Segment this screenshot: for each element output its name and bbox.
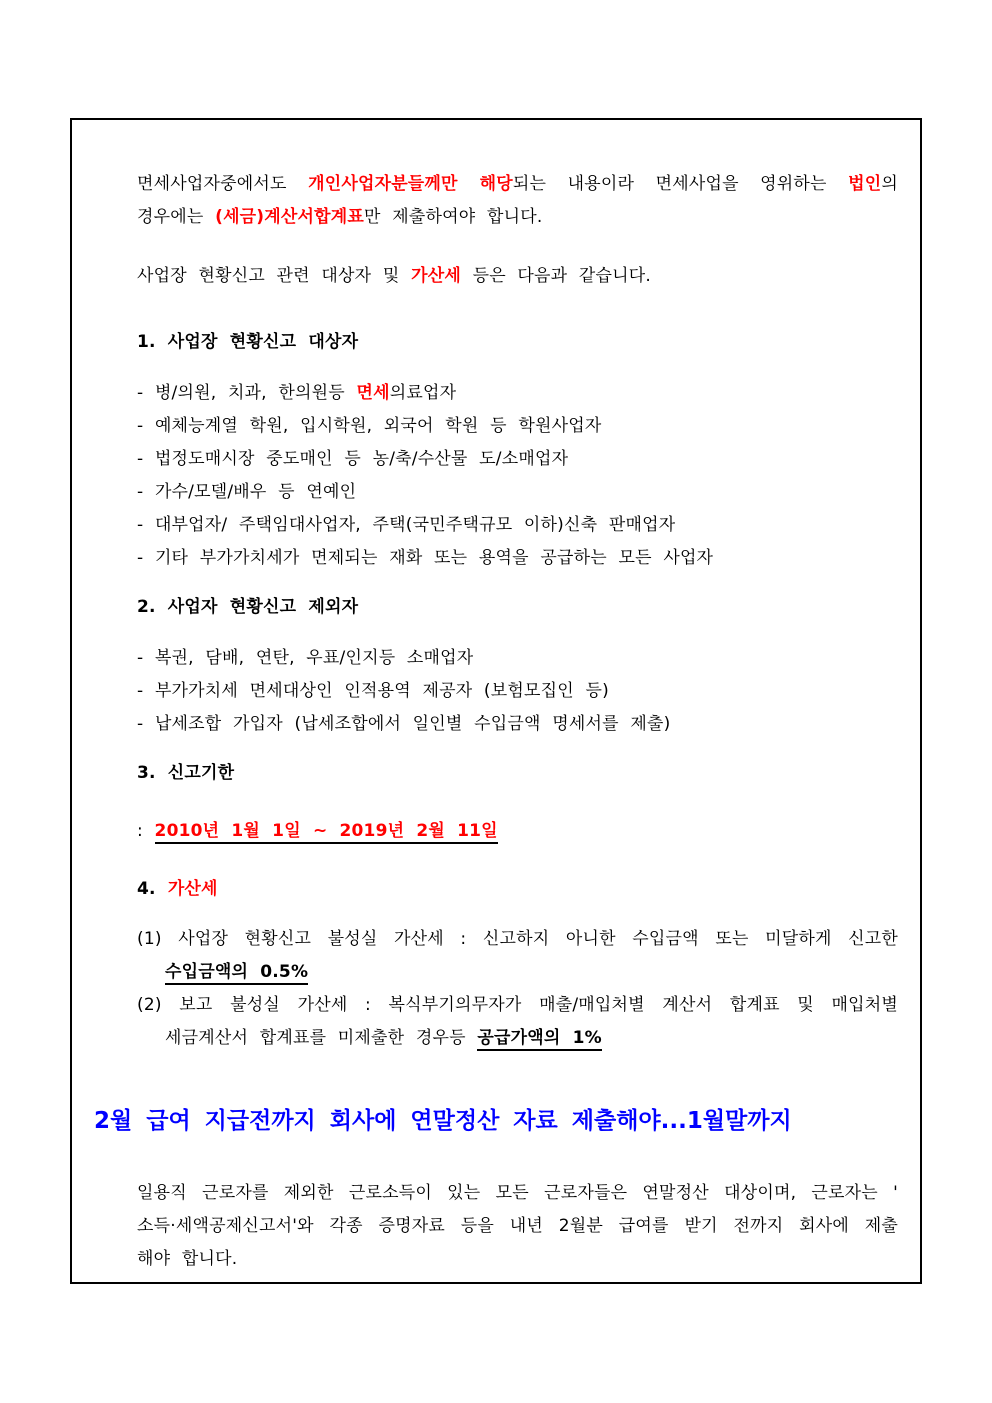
section-4-number: 4. [137,879,168,899]
penalty-item-1-line-2 [137,956,898,989]
deadline-period: 2010년 1월 1일 ~ 2019년 2월 11일 [155,821,498,844]
intro-text: 경우에는 [137,207,216,227]
section-3-heading [137,757,898,790]
list-item: - 납세조합 가입자 (납세조합에서 일인별 수입금액 명세서를 제출) [137,714,671,734]
intro-text: 면세사업자중에서도 [137,174,309,194]
closing-paragraph [137,1177,898,1276]
item-text: 의료업자 [389,383,457,403]
emphasis-red-tax-invoice: (세금)계산서합계표 [215,207,365,227]
emphasis-red-corporation: 법인 [848,174,882,194]
closing-line-2: 소득·세액공제신고서'와 각종 증명자료 등을 내년 2월분 급여를 받기 전까지 회사에 제출 [137,1216,898,1236]
section-3-title: 3. 신고기한 [137,763,235,783]
lead-line [137,260,898,293]
penalty-item-2-line-1: (2) 보고 불성실 가산세 : 복식부기의무자가 매출/매입처별 계산서 합계표 및 매입처별 [137,995,898,1015]
penalty-rate-1: 공급가액의 1% [477,1028,602,1051]
deadline-colon: : [137,821,155,841]
emphasis-red-penalty: 가산세 [411,266,461,286]
list-item: - 예체능계열 학원, 입시학원, 외국어 학원 등 학원사업자 [137,416,602,436]
emphasis-red-exempt: 면세 [356,383,390,403]
deadline-paragraph [137,815,898,848]
document-border-box [70,118,922,1284]
intro-text: 의 [881,174,898,194]
intro-text: 만 제출하여야 합니다. [364,207,543,227]
list-item: - 법정도매시장 중도매인 등 농/축/수산물 도/소매업자 [137,449,569,469]
list-item [137,377,898,410]
lead-text: 등은 다음과 같습니다. [460,266,651,286]
list-item: - 가수/모델/배우 등 연예인 [137,482,357,502]
penalty-text: 세금계산서 합계표를 미제출한 경우등 [165,1028,478,1048]
closing-line-3: 해야 합니다. [137,1249,238,1269]
penalty-item-1-line-1: (1) 사업장 현황신고 불성실 가산세 : 신고하지 아니한 수입금액 또는 미달하게 신고한 [137,929,898,949]
list-item: - 기타 부가가치세가 면제되는 재화 또는 용역을 공급하는 모든 사업자 [137,548,714,568]
emphasis-red-individual: 개인사업자분들께만 해당 [308,174,513,194]
intro-paragraph [137,168,898,234]
penalty-rate-0-5: 수입금액의 0.5% [165,962,308,985]
section-2-heading [137,591,898,624]
section-2-title: 2. 사업자 현황신고 제외자 [137,597,359,617]
list-item: - 복권, 담배, 연탄, 우표/인지등 소매업자 [137,648,474,668]
intro-line-2 [137,201,898,234]
closing-line-1: 일용직 근로자를 제외한 근로소득이 있는 모든 근로자들은 연말정산 대상이며, 근로자는 ' [137,1183,898,1203]
intro-line-1 [137,168,898,201]
section-1-heading [137,326,898,359]
deadline-line [137,815,898,848]
section-1-list [137,377,898,575]
list-item: - 대부업자/ 주택임대사업자, 주택(국민주택규모 이하)신축 판매업자 [137,515,676,535]
news-headline: 2월 급여 지급전까지 회사에 연말정산 자료 제출해야...1월말까지 [94,1108,792,1134]
section-4-heading [137,873,898,906]
section-1-title: 1. 사업장 현황신고 대상자 [137,332,359,352]
lead-paragraph [137,260,898,293]
lead-text: 사업장 현황신고 관련 대상자 및 [137,266,412,286]
penalty-item-2-line-2 [137,1022,898,1055]
section-4-title-word: 가산세 [167,879,218,899]
intro-text: 되는 내용이라 면세사업을 영위하는 [512,174,849,194]
list-item: - 부가가치세 면세대상인 인적용역 제공자 (보험모집인 등) [137,681,609,701]
penalty-list [137,923,898,1055]
section-2-list [137,642,898,741]
section-4-title [137,873,898,906]
item-text: - 병/의원, 치과, 한의원등 [137,383,357,403]
